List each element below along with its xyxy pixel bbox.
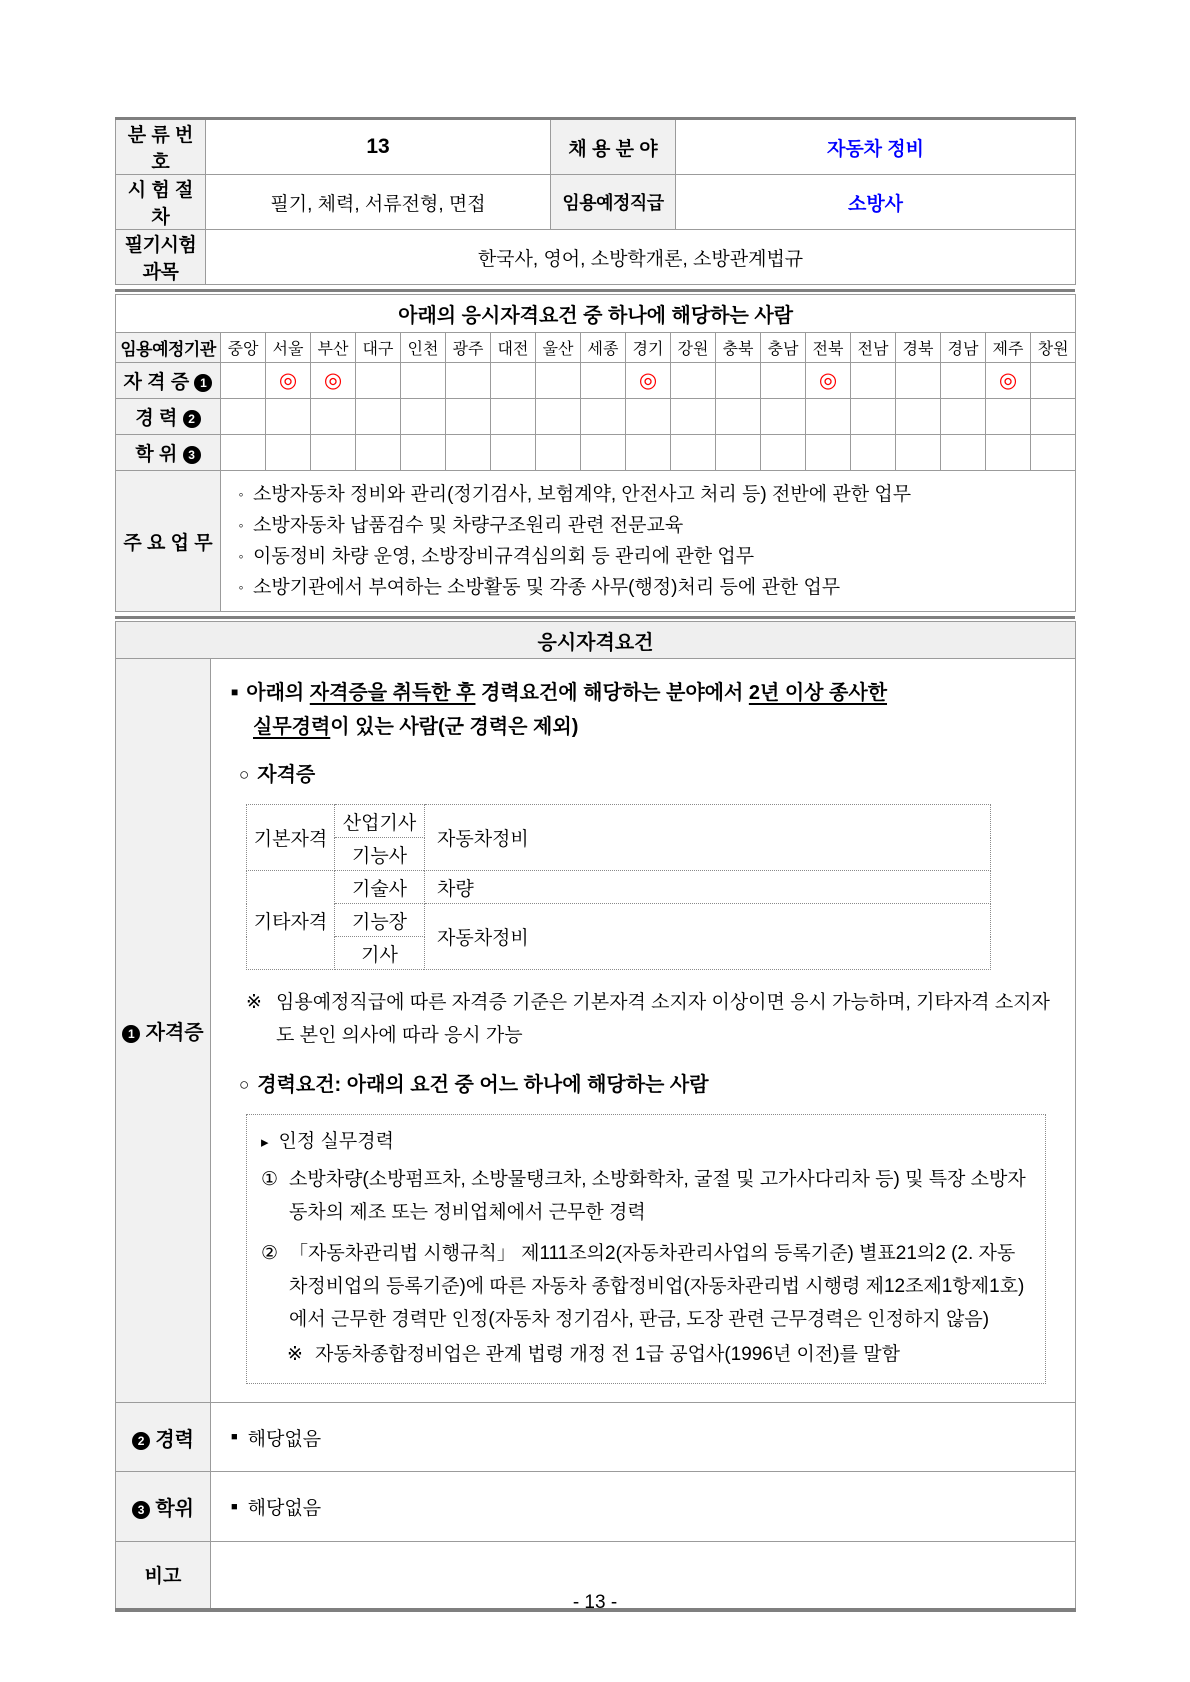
region-mark-cell	[716, 399, 761, 435]
degree-row-label	[116, 435, 221, 471]
qual-field-vehicle: 차량	[425, 871, 991, 904]
qualification-note	[246, 986, 1057, 1052]
triangle-bullet-icon: ▸	[261, 1134, 269, 1151]
intro-text: 아래의	[246, 682, 310, 704]
region-mark-cell	[536, 363, 581, 399]
circled-2-icon: ②	[261, 1243, 279, 1264]
duty-item	[229, 572, 1067, 603]
region-mark-cell	[716, 363, 761, 399]
region-mark-cell	[896, 363, 941, 399]
career-section-label-text: 경력	[155, 1428, 194, 1451]
duty-item	[229, 541, 1067, 572]
qual-other-label: 기타자격	[247, 871, 335, 970]
qual-basic-label: 기본자격	[247, 805, 335, 871]
region-mark-cell	[896, 435, 941, 471]
career-na-text: 해당없음	[247, 1428, 322, 1450]
certificate-row-label-text: 자 격 증	[123, 372, 190, 393]
region-mark-cell	[851, 435, 896, 471]
region-mark-cell: ◎	[311, 363, 356, 399]
qual-row	[247, 805, 991, 838]
region-header-cell: 전남	[851, 333, 896, 363]
certificate-requirement-row	[116, 659, 1076, 1403]
degree-marks-row	[116, 435, 1076, 471]
career-na-line	[231, 1424, 1073, 1451]
region-header-cell: 대구	[356, 333, 401, 363]
badge-1: 1	[194, 374, 212, 392]
career-row-label	[116, 399, 221, 435]
info-row-3	[116, 230, 1076, 285]
circle-bullet-icon: ◦	[238, 517, 244, 533]
region-mark-cell	[671, 363, 716, 399]
career-section-label	[116, 1403, 211, 1472]
written-subjects-label: 필기시험과목	[116, 230, 206, 285]
square-bullet-icon: ■	[231, 685, 239, 699]
certificate-section-label-text: 자격증	[145, 1022, 204, 1044]
square-bullet-icon: ■	[231, 1431, 238, 1443]
region-mark-cell	[446, 435, 491, 471]
career-requirement-heading	[239, 1068, 1057, 1102]
circle-bullet-icon: ◦	[238, 579, 244, 595]
region-eligibility-table	[115, 294, 1076, 612]
region-mark-cell	[581, 399, 626, 435]
recognized-experience-title-text: 인정 실무경력	[278, 1131, 394, 1152]
region-header-cell: 서울	[266, 333, 311, 363]
region-mark-cell	[671, 399, 716, 435]
reference-mark-icon: ※	[246, 992, 262, 1013]
region-header-cell: 세종	[581, 333, 626, 363]
region-header-cell: 광주	[446, 333, 491, 363]
info-row-1	[116, 119, 1076, 175]
badge-2: 2	[183, 410, 201, 428]
region-mark-cell: ◎	[626, 363, 671, 399]
region-mark-cell	[761, 399, 806, 435]
duty-text: 소방자동차 정비와 관리(정기검사, 보험계약, 안전사고 처리 등) 전반에 관한 업무	[253, 484, 912, 505]
qual-level-engineer: 기사	[335, 937, 425, 970]
career-marks-row	[116, 399, 1076, 435]
region-mark-cell	[1031, 435, 1076, 471]
badge-3: 3	[183, 446, 201, 464]
certificate-intro	[231, 675, 1057, 744]
region-mark-cell	[221, 399, 266, 435]
square-bullet-icon: ■	[231, 1500, 238, 1513]
region-mark-cell	[536, 399, 581, 435]
region-table-title-row	[116, 295, 1076, 333]
region-mark-cell	[311, 399, 356, 435]
career-requirement-row	[116, 1403, 1076, 1472]
circle-bullet-icon: ◦	[238, 486, 244, 502]
region-mark-cell	[356, 399, 401, 435]
region-mark-cell	[446, 399, 491, 435]
region-mark-cell	[536, 435, 581, 471]
region-mark-cell	[986, 435, 1031, 471]
region-mark-cell	[761, 435, 806, 471]
region-mark-cell	[671, 435, 716, 471]
degree-section-content	[211, 1472, 1076, 1542]
circled-1-icon: ①	[261, 1169, 279, 1190]
region-mark-cell: ◎	[986, 363, 1031, 399]
region-mark-cell	[491, 399, 536, 435]
career-section-content	[211, 1403, 1076, 1472]
region-mark-cell	[401, 435, 446, 471]
qual-row	[247, 904, 991, 937]
exam-procedure-value: 필기, 체력, 서류전형, 면접	[206, 175, 551, 230]
main-duties-row	[116, 471, 1076, 612]
degree-na-line	[231, 1493, 1073, 1520]
qual-field-auto: 자동차정비	[425, 805, 991, 871]
appointment-rank-label: 임용예정직급	[551, 175, 676, 230]
intro-text: 이 있는 사람(군 경력은 제외)	[330, 716, 579, 738]
region-mark-cell	[941, 363, 986, 399]
region-mark-cell	[356, 435, 401, 471]
certificate-row-label	[116, 363, 221, 399]
region-header-cell: 부산	[311, 333, 356, 363]
region-mark-cell	[626, 435, 671, 471]
remarks-label: 비고	[116, 1542, 211, 1610]
region-mark-cell	[851, 399, 896, 435]
qual-level-prof-engineer: 기술사	[335, 871, 425, 904]
region-mark-cell	[851, 363, 896, 399]
region-header-cell: 울산	[536, 333, 581, 363]
region-header-cell: 충남	[761, 333, 806, 363]
region-mark-cell	[221, 435, 266, 471]
document-body	[115, 117, 1075, 1612]
certificate-section-content	[211, 659, 1076, 1403]
intro-underline-2: 2년 이상 종사한	[748, 682, 888, 704]
region-header-cell: 경남	[941, 333, 986, 363]
open-circle-icon: ○	[239, 1075, 250, 1094]
certificate-heading	[239, 758, 1057, 792]
experience-item-1	[261, 1163, 1031, 1229]
badge-2: 2	[132, 1432, 150, 1450]
region-header-row	[116, 333, 1076, 363]
region-header-cell: 중앙	[221, 333, 266, 363]
region-mark-cell	[581, 363, 626, 399]
qual-level-craftsman: 기능사	[335, 838, 425, 871]
region-mark-cell	[356, 363, 401, 399]
region-mark-cell	[581, 435, 626, 471]
region-mark-cell	[491, 435, 536, 471]
qualification-table	[246, 804, 991, 970]
region-mark-cell	[806, 435, 851, 471]
degree-row-label-text: 학 위	[135, 444, 178, 465]
region-header-cell: 창원	[1031, 333, 1076, 363]
main-duties-label: 주 요 업 무	[116, 471, 221, 612]
region-mark-cell	[266, 435, 311, 471]
region-mark-cell: ◎	[266, 363, 311, 399]
duty-text: 소방자동차 납품검수 및 차량구조원리 관련 전문교육	[253, 515, 684, 536]
certificate-section-label	[116, 659, 211, 1403]
experience-box-note-text: 자동차종합정비업은 관계 법령 개정 전 1급 공업사(1996년 이전)를 말함	[315, 1344, 900, 1365]
region-mark-cell	[1031, 399, 1076, 435]
certificate-marks-row	[116, 363, 1076, 399]
requirements-title-row	[116, 622, 1076, 659]
intro-text: 경력요건에 해당하는 분야에서	[475, 682, 749, 704]
experience-item-2	[261, 1237, 1031, 1336]
qual-level-industrial: 산업기사	[335, 805, 425, 838]
degree-requirement-row	[116, 1472, 1076, 1542]
section-separator	[115, 616, 1075, 619]
section-separator	[115, 289, 1075, 292]
circle-bullet-icon: ◦	[238, 548, 244, 564]
region-mark-cell	[986, 399, 1031, 435]
experience-box-note	[287, 1338, 1031, 1371]
qualification-note-text: 임용예정직급에 따른 자격증 기준은 기본자격 소지자 이상이면 응시 가능하며, 기타자격 소지자도 본인 의사에 따라 응시 가능	[276, 992, 1050, 1046]
region-mark-cell	[896, 399, 941, 435]
degree-section-label	[116, 1472, 211, 1542]
recognized-experience-box	[246, 1114, 1046, 1384]
region-table-title: 아래의 응시자격요건 중 하나에 해당하는 사람	[116, 295, 1076, 333]
recruit-field-value: 자동차 정비	[676, 119, 1076, 175]
badge-3: 3	[132, 1501, 150, 1519]
written-subjects-value: 한국사, 영어, 소방학개론, 소방관계법규	[206, 230, 1076, 285]
page-number: - 13 -	[572, 1592, 618, 1613]
info-row-2	[116, 175, 1076, 230]
region-mark-cell	[311, 435, 356, 471]
region-header-cell: 충북	[716, 333, 761, 363]
qual-field-auto-2: 자동차정비	[425, 904, 991, 970]
region-mark-cell	[446, 363, 491, 399]
duty-item	[229, 479, 1067, 510]
region-mark-cell	[626, 399, 671, 435]
region-mark-cell	[716, 435, 761, 471]
region-mark-cell	[221, 363, 266, 399]
region-header-label: 임용예정기관	[116, 333, 221, 363]
degree-section-label-text: 학위	[155, 1498, 194, 1520]
region-header-cell: 강원	[671, 333, 716, 363]
region-mark-cell	[1031, 363, 1076, 399]
classification-number-value: 13	[206, 119, 551, 175]
region-mark-cell	[941, 399, 986, 435]
region-mark-cell: ◎	[806, 363, 851, 399]
intro-underline-1: 자격증을 취득한 후	[309, 682, 476, 704]
region-header-cell: 인천	[401, 333, 446, 363]
duty-text: 이동정비 차량 운영, 소방장비규격심의회 등 관리에 관한 업무	[253, 546, 755, 567]
requirements-title: 응시자격요건	[116, 622, 1076, 659]
region-mark-cell	[761, 363, 806, 399]
duty-item	[229, 510, 1067, 541]
duty-text: 소방기관에서 부여하는 소방활동 및 각종 사무(행정)처리 등에 관한 업무	[253, 577, 841, 598]
region-header-cell: 경북	[896, 333, 941, 363]
region-header-cell: 경기	[626, 333, 671, 363]
region-header-cell: 제주	[986, 333, 1031, 363]
reference-mark-icon: ※	[287, 1344, 303, 1365]
region-mark-cell	[941, 435, 986, 471]
region-mark-cell	[401, 363, 446, 399]
region-mark-cell	[401, 399, 446, 435]
experience-item-2-text: 「자동차관리법 시행규칙」 제111조의2(자동차관리사업의 등록기준) 별표21의2 (2. 자동차정비업의 등록기준)에 따른 자동차 종합정비업(자동차관리법 시행령 제12조제1항제1호)에서 근무한 경력만 인정(자동차 정기검사, 판금, 도장 관련 근무경력은 인정하지 않음)	[289, 1243, 1025, 1330]
qual-row	[247, 871, 991, 904]
recruit-field-label: 채 용 분 야	[551, 119, 676, 175]
career-requirement-heading-text: 경력요건: 아래의 요건 중 어느 하나에 해당하는 사람	[257, 1074, 709, 1096]
certificate-heading-text: 자격증	[257, 764, 316, 786]
intro-underline-3: 실무경력	[253, 716, 331, 738]
region-mark-cell	[806, 399, 851, 435]
requirements-table	[115, 621, 1076, 1612]
region-header-cell: 대전	[491, 333, 536, 363]
experience-item-1-text: 소방차량(소방펌프차, 소방물탱크차, 소방화학차, 굴절 및 고가사다리차 등) 및 특장 소방자동차의 제조 또는 정비업체에서 근무한 경력	[289, 1169, 1026, 1223]
region-mark-cell	[266, 399, 311, 435]
career-row-label-text: 경 력	[135, 408, 178, 429]
badge-1: 1	[122, 1025, 140, 1043]
qual-level-master: 기능장	[335, 904, 425, 937]
classification-number-label: 분 류 번 호	[116, 119, 206, 175]
exam-procedure-label: 시 험 절 차	[116, 175, 206, 230]
appointment-rank-value: 소방사	[676, 175, 1076, 230]
region-mark-cell	[491, 363, 536, 399]
degree-na-text: 해당없음	[247, 1498, 322, 1519]
region-header-cell: 전북	[806, 333, 851, 363]
info-table	[115, 117, 1076, 285]
recognized-experience-title	[261, 1125, 1031, 1159]
main-duties-content	[221, 471, 1076, 612]
open-circle-icon: ○	[239, 765, 250, 784]
